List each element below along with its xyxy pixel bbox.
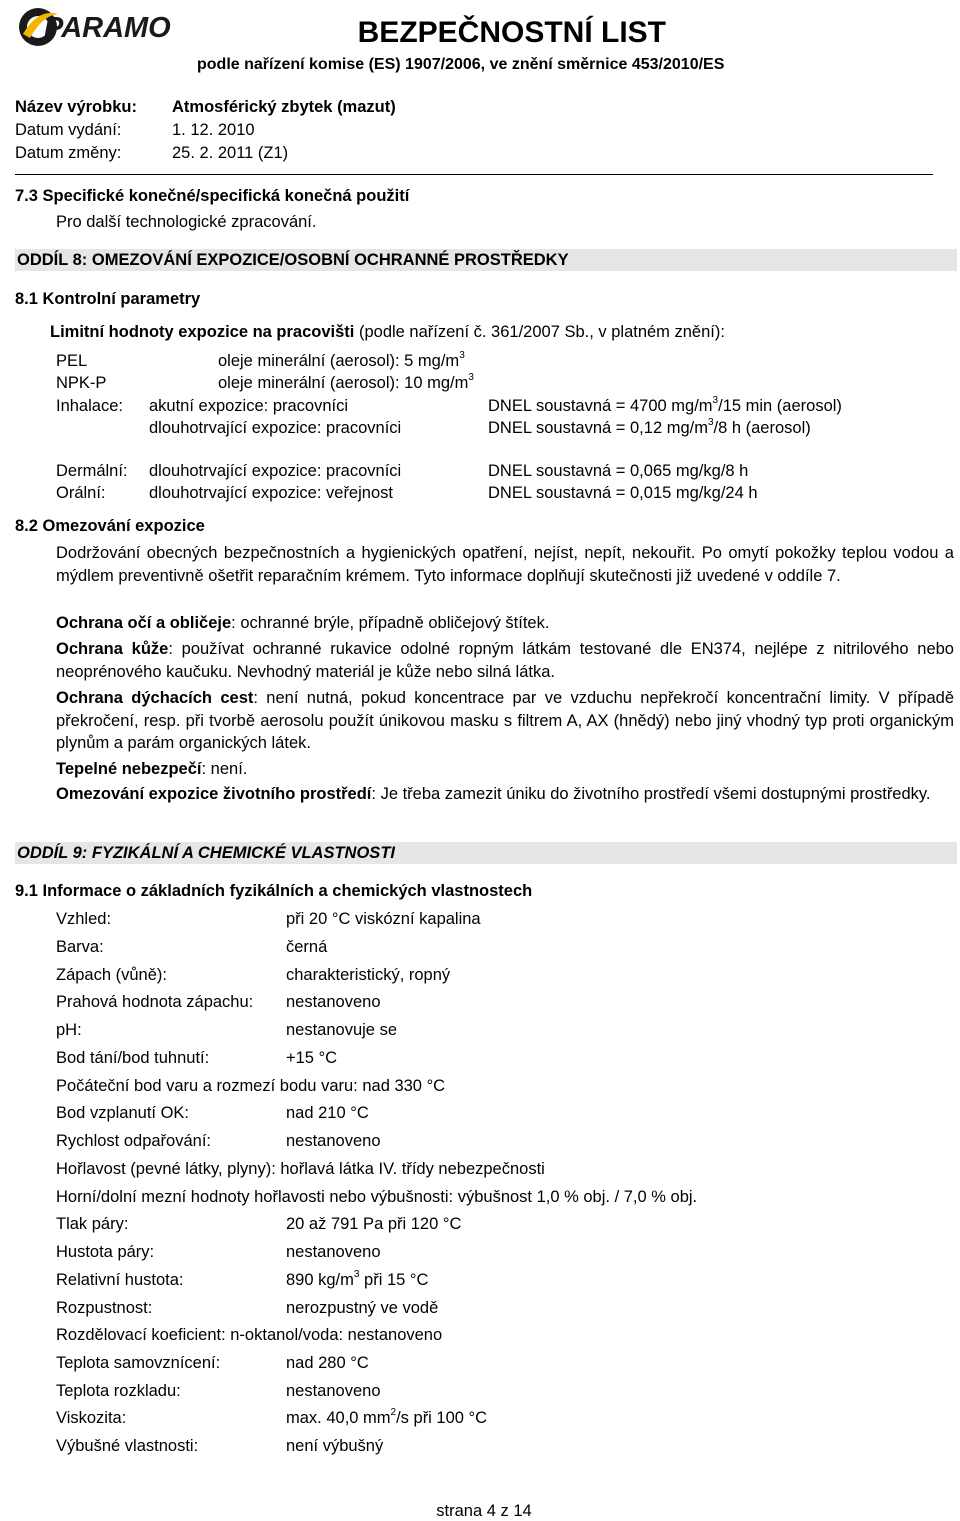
heading-8-2: 8.2 Omezování expozice	[15, 517, 205, 535]
text-7-3: Pro další technologické zpracování.	[56, 213, 317, 231]
eye-protection-heading: Ochrana očí a obličeje	[56, 614, 232, 632]
viscosity-a: max. 40,0 mm	[286, 1409, 391, 1427]
paramo-logo	[14, 4, 200, 48]
dermal-dnel: DNEL soustavná = 0,065 mg/kg/8 h	[488, 462, 749, 480]
rel-density-sup: 3	[353, 1269, 360, 1280]
prop-odor-value: charakteristický, ropný	[286, 966, 451, 984]
oral-desc: dlouhotrvající expozice: veřejnost	[149, 484, 393, 502]
prop-explosive-value: není výbušný	[286, 1437, 384, 1455]
prop-relative-density-label: Relativní hustota:	[56, 1271, 184, 1289]
inh1-sup: 3	[712, 395, 719, 406]
inh1-dnel-a: DNEL soustavná = 4700 mg/m	[488, 397, 713, 415]
paragraph-thermal-hazard	[56, 758, 954, 781]
oral-dnel: DNEL soustavná = 0,015 mg/kg/24 h	[488, 484, 758, 502]
prop-flammability: Hořlavost (pevné látky, plyny): hořlavá látka IV. třídy nebezpečnosti	[56, 1160, 545, 1178]
inh1-dnel-b: /15 min (aerosol)	[718, 397, 842, 415]
environmental-exposure-heading: Omezování expozice životního prostředí	[56, 785, 372, 803]
npk-value-text: oleje minerální (aerosol): 10 mg/m	[218, 374, 469, 392]
prop-odor-threshold-value: nestanoveno	[286, 993, 381, 1011]
prop-relative-density-value	[286, 1271, 428, 1290]
rel-density-b: při 15 °C	[359, 1271, 429, 1289]
heading-9-1: 9.1 Informace o základních fyzikálních a chemických vlastnostech	[15, 882, 533, 900]
prop-ph-value: nestanovuje se	[286, 1021, 397, 1039]
paragraph-skin-protection	[56, 638, 954, 683]
product-label: Název výrobku:	[15, 98, 137, 116]
document-subtitle: podle nařízení komise (ES) 1907/2006, ve znění směrnice 453/2010/ES	[197, 56, 725, 73]
prop-decomposition-label: Teplota rozkladu:	[56, 1382, 181, 1400]
prop-partition-coefficient: Rozdělovací koeficient: n-oktanol/voda: nestanoveno	[56, 1326, 443, 1344]
pel-value	[218, 352, 465, 371]
prop-solubility-value: nerozpustný ve vodě	[286, 1299, 439, 1317]
thermal-hazard-heading: Tepelné nebezpečí	[56, 760, 202, 778]
oral-label: Orální:	[56, 484, 106, 502]
heading-8-1: 8.1 Kontrolní parametry	[15, 290, 201, 308]
change-date-label: Datum změny:	[15, 144, 122, 162]
prop-autoignition-label: Teplota samovznícení:	[56, 1354, 221, 1372]
viscosity-b: /s při 100 °C	[396, 1409, 488, 1427]
dermal-desc: dlouhotrvající expozice: pracovníci	[149, 462, 402, 480]
prop-odor-threshold-label: Prahová hodnota zápachu:	[56, 993, 254, 1011]
paragraph-general-hygiene: Dodržování obecných bezpečnostních a hygienických opatření, nejíst, nepít, nekouřit. Po omytí pokožky teplou vodou a mýdlem preventivně ošetřit reparačním krémem. Tyto informace doplňují skutečnosti již uvedené v oddíle 7.	[56, 544, 954, 585]
dermal-label: Dermální:	[56, 462, 128, 480]
heading-7-3: 7.3 Specifické konečné/specifická konečná použití	[15, 187, 410, 205]
prop-evaporation-value: nestanoveno	[286, 1132, 381, 1150]
prop-color-label: Barva:	[56, 938, 104, 956]
inh2-dnel-b: /8 h (aerosol)	[713, 419, 811, 437]
issue-date-label: Datum vydání:	[15, 121, 122, 139]
svg-text:PARAMO: PARAMO	[44, 12, 171, 44]
prop-boiling-point: Počáteční bod varu a rozmezí bodu varu: nad 330 °C	[56, 1077, 446, 1095]
prop-vapor-density-value: nestanoveno	[286, 1243, 381, 1261]
paragraph-respiratory-protection	[56, 687, 954, 755]
prop-decomposition-value: nestanoveno	[286, 1382, 381, 1400]
npk-label: NPK-P	[56, 374, 107, 392]
prop-vapor-pressure-value: 20 až 791 Pa při 120 °C	[286, 1215, 462, 1233]
product-value: Atmosférický zbytek (mazut)	[172, 98, 396, 116]
prop-explosive-label: Výbušné vlastnosti:	[56, 1437, 199, 1455]
prop-flash-point-value: nad 210 °C	[286, 1104, 369, 1122]
pel-value-text: oleje minerální (aerosol): 5 mg/m	[218, 352, 460, 370]
inh2-sup: 3	[707, 417, 714, 428]
respiratory-protection-heading: Ochrana dýchacích cest	[56, 689, 254, 707]
paragraph-eye-protection	[56, 612, 954, 635]
page-number: strana 4 z 14	[436, 1502, 532, 1520]
npk-value	[218, 374, 474, 393]
change-date-value: 25. 2. 2011 (Z1)	[172, 144, 289, 162]
prop-flash-point-label: Bod vzplanutí OK:	[56, 1104, 189, 1122]
viscosity-sup: 2	[390, 1407, 397, 1418]
prop-melting-label: Bod tání/bod tuhnutí:	[56, 1049, 210, 1067]
environmental-exposure-text: : Je třeba zamezit úniku do životního prostředí všemi dostupnými prostředky.	[371, 785, 931, 803]
pel-label: PEL	[56, 352, 88, 370]
skin-protection-text: : používat ochranné rukavice odolné ropným látkám testované dle EN374, nejlépe z nitrilového nebo neoprénového kaučuku. Nevhodný materiál je kůže nebo silná látka.	[56, 640, 954, 681]
paramo-logo-graphic	[14, 4, 200, 48]
limits-rest: (podle nařízení č. 361/2007 Sb., v platném znění):	[354, 323, 725, 341]
prop-melting-value: +15 °C	[286, 1049, 338, 1067]
respiratory-protection-text: : není nutná, pokud koncentrace par ve vzduchu nepřekročí koncentrační limity. V případě překročení, resp. při tvorbě aerosolu použít únikovou masku s filtrem A, AX (hnědý) nebo jiný vhodný typ proti organickým plynům a parám organických látek.	[56, 689, 954, 752]
prop-autoignition-value: nad 280 °C	[286, 1354, 369, 1372]
inhalation-long-desc: dlouhotrvající expozice: pracovníci	[149, 419, 402, 437]
prop-solubility-label: Rozpustnost:	[56, 1299, 153, 1317]
inhalation-acute-desc: akutní expozice: pracovníci	[149, 397, 349, 415]
prop-odor-label: Zápach (vůně):	[56, 966, 167, 984]
prop-vapor-pressure-label: Tlak páry:	[56, 1215, 129, 1233]
prop-explosive-limits: Horní/dolní mezní hodnoty hořlavosti nebo výbušnosti: výbušnost 1,0 % obj. / 7,0 % obj.	[56, 1188, 698, 1206]
prop-appearance-label: Vzhled:	[56, 910, 112, 928]
prop-appearance-value: při 20 °C viskózní kapalina	[286, 910, 481, 928]
inhalation-label: Inhalace:	[56, 397, 123, 415]
limits-line	[50, 323, 725, 342]
inhalation-long-dnel	[488, 419, 811, 438]
pel-sup: 3	[459, 350, 465, 361]
npk-sup: 3	[468, 372, 474, 383]
section-9-title: ODDÍL 9: FYZIKÁLNÍ A CHEMICKÉ VLASTNOSTI	[15, 842, 957, 864]
prop-viscosity-label: Viskozita:	[56, 1409, 127, 1427]
eye-protection-text: : ochranné brýle, případně obličejový štítek.	[231, 614, 550, 632]
prop-vapor-density-label: Hustota páry:	[56, 1243, 155, 1261]
inhalation-acute-dnel	[488, 397, 842, 416]
thermal-hazard-text: : není.	[201, 760, 248, 778]
prop-color-value: černá	[286, 938, 328, 956]
paragraph-environmental-exposure	[56, 783, 954, 806]
inh2-dnel-a: DNEL soustavná = 0,12 mg/m	[488, 419, 708, 437]
limits-bold: Limitní hodnoty expozice na pracovišti	[50, 323, 355, 341]
header-divider	[15, 174, 933, 175]
skin-protection-heading: Ochrana kůže	[56, 640, 169, 658]
document-title: BEZPEČNOSTNÍ LIST	[357, 16, 666, 49]
rel-density-a: 890 kg/m	[286, 1271, 354, 1289]
prop-viscosity-value	[286, 1409, 487, 1428]
section-8-title: ODDÍL 8: OMEZOVÁNÍ EXPOZICE/OSOBNÍ OCHRANNÉ PROSTŘEDKY	[15, 249, 957, 271]
prop-ph-label: pH:	[56, 1021, 82, 1039]
issue-date-value: 1. 12. 2010	[172, 121, 255, 139]
prop-evaporation-label: Rychlost odpařování:	[56, 1132, 212, 1150]
